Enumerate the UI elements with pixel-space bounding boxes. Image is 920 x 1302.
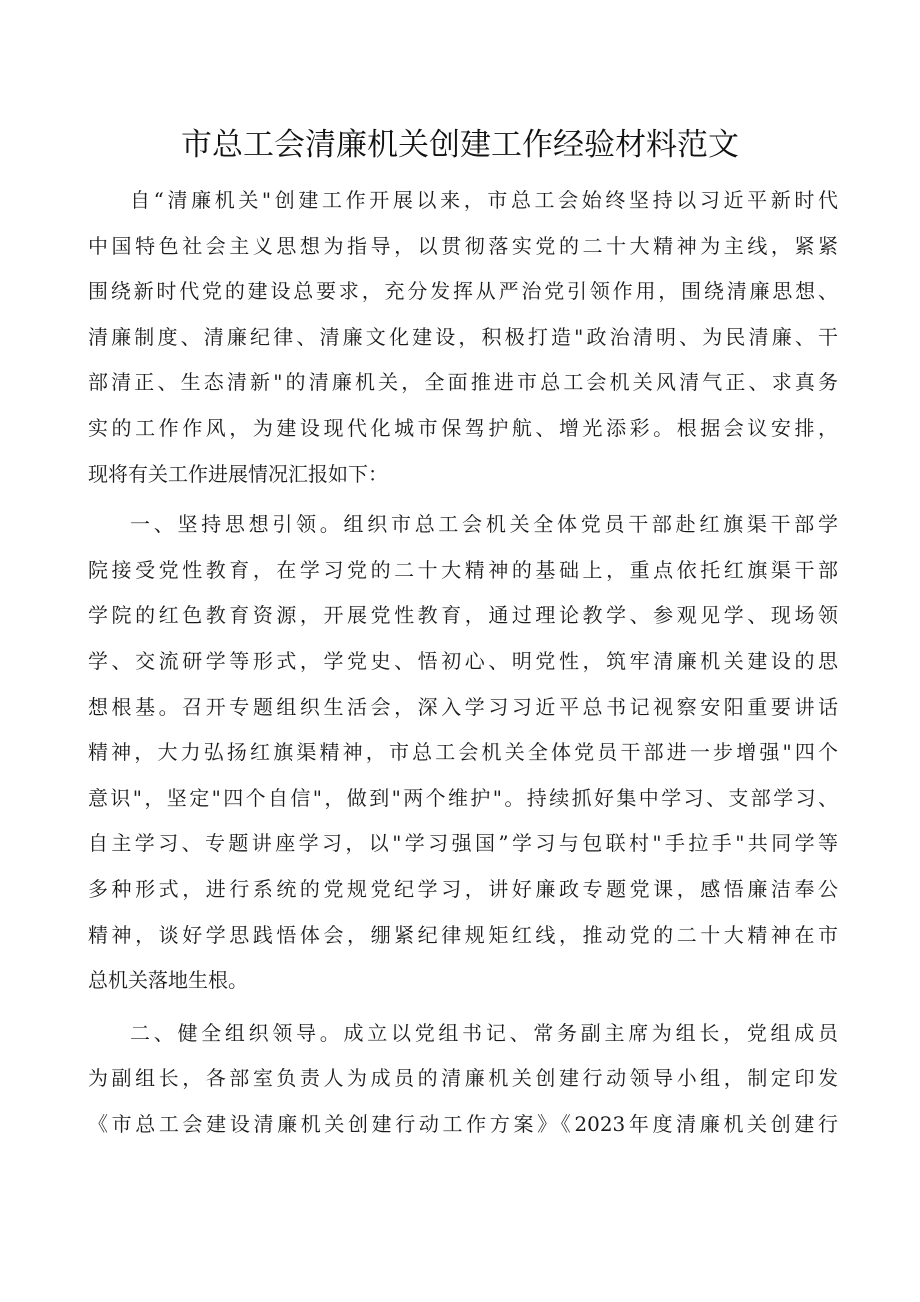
document-body xyxy=(88,178,838,1147)
text-line: 《市总工会建设清廉机关创建行动工作方案》《2023年度清廉机关创建行 xyxy=(88,1111,838,1136)
text-line: 总机关落地生根。 xyxy=(88,968,248,993)
text-line: 一、坚持思想引领。组织市总工会机关全体党员干部赴红旗渠干部学 xyxy=(130,512,838,537)
text-line: 多种形式，进行系统的党规党纪学习，讲好廉政专题党课，感悟廉洁奉公 xyxy=(88,876,838,901)
text-line: 二、健全组织领导。成立以党组书记、常务副主席为组长，党组成员 xyxy=(130,1020,838,1045)
text-line: 院接受党性教育，在学习党的二十大精神的基础上，重点依托红旗渠干部 xyxy=(88,557,838,582)
text-line: 中国特色社会主义思想为指导，以贯彻落实党的二十大精神为主线，紧紧 xyxy=(88,233,838,258)
text-line: 部清正、生态清新"的清廉机关，全面推进市总工会机关风清气正、求真务 xyxy=(88,370,838,395)
text-line: 意识"，坚定"四个自信"，做到"两个维护"。持续抓好集中学习、支部学习、 xyxy=(88,785,838,810)
text-line: 实的工作作风，为建设现代化城市保驾护航、增光添彩。根据会议安排， xyxy=(88,415,838,440)
text-line: 精神，大力弘扬红旗渠精神，市总工会机关全体党员干部进一步增强"四个 xyxy=(88,740,838,765)
paragraph-section-1 xyxy=(88,502,838,1004)
text-line: 自“清廉机关"创建工作开展以来，市总工会始终坚持以习近平新时代 xyxy=(130,188,838,212)
text-line: 想根基。召开专题组织生活会，深入学习习近平总书记视察安阳重要讲话 xyxy=(88,694,838,719)
text-line: 现将有关工作进展情况汇报如下： xyxy=(88,461,388,486)
text-line: 精神，谈好学思践悟体会，绷紧纪律规矩红线，推动党的二十大精神在市 xyxy=(88,922,838,947)
text-line: 为副组长，各部室负责人为成员的清廉机关创建行动领导小组，制定印发 xyxy=(88,1066,838,1091)
text-line: 围绕新时代党的建设总要求，充分发挥从严治党引领作用，围绕清廉思想、 xyxy=(88,279,838,304)
text-line: 学、交流研学等形式，学党史、悟初心、明党性，筑牢清廉机关建设的思 xyxy=(88,648,838,673)
text-line: 清廉制度、清廉纪律、清廉文化建设，积极打造"政治清明、为民清廉、干 xyxy=(88,324,838,349)
paragraph-section-2 xyxy=(88,1011,838,1148)
text-line: 学院的红色教育资源，开展党性教育，通过理论教学、参观见学、现场领 xyxy=(88,603,838,628)
paragraph-intro xyxy=(88,178,838,497)
text-line: 自主学习、专题讲座学习，以"学习强国”学习与包联村"手拉手"共同学等 xyxy=(88,831,838,856)
document-title: 市总工会清廉机关创建工作经验材料范文 xyxy=(181,127,739,163)
